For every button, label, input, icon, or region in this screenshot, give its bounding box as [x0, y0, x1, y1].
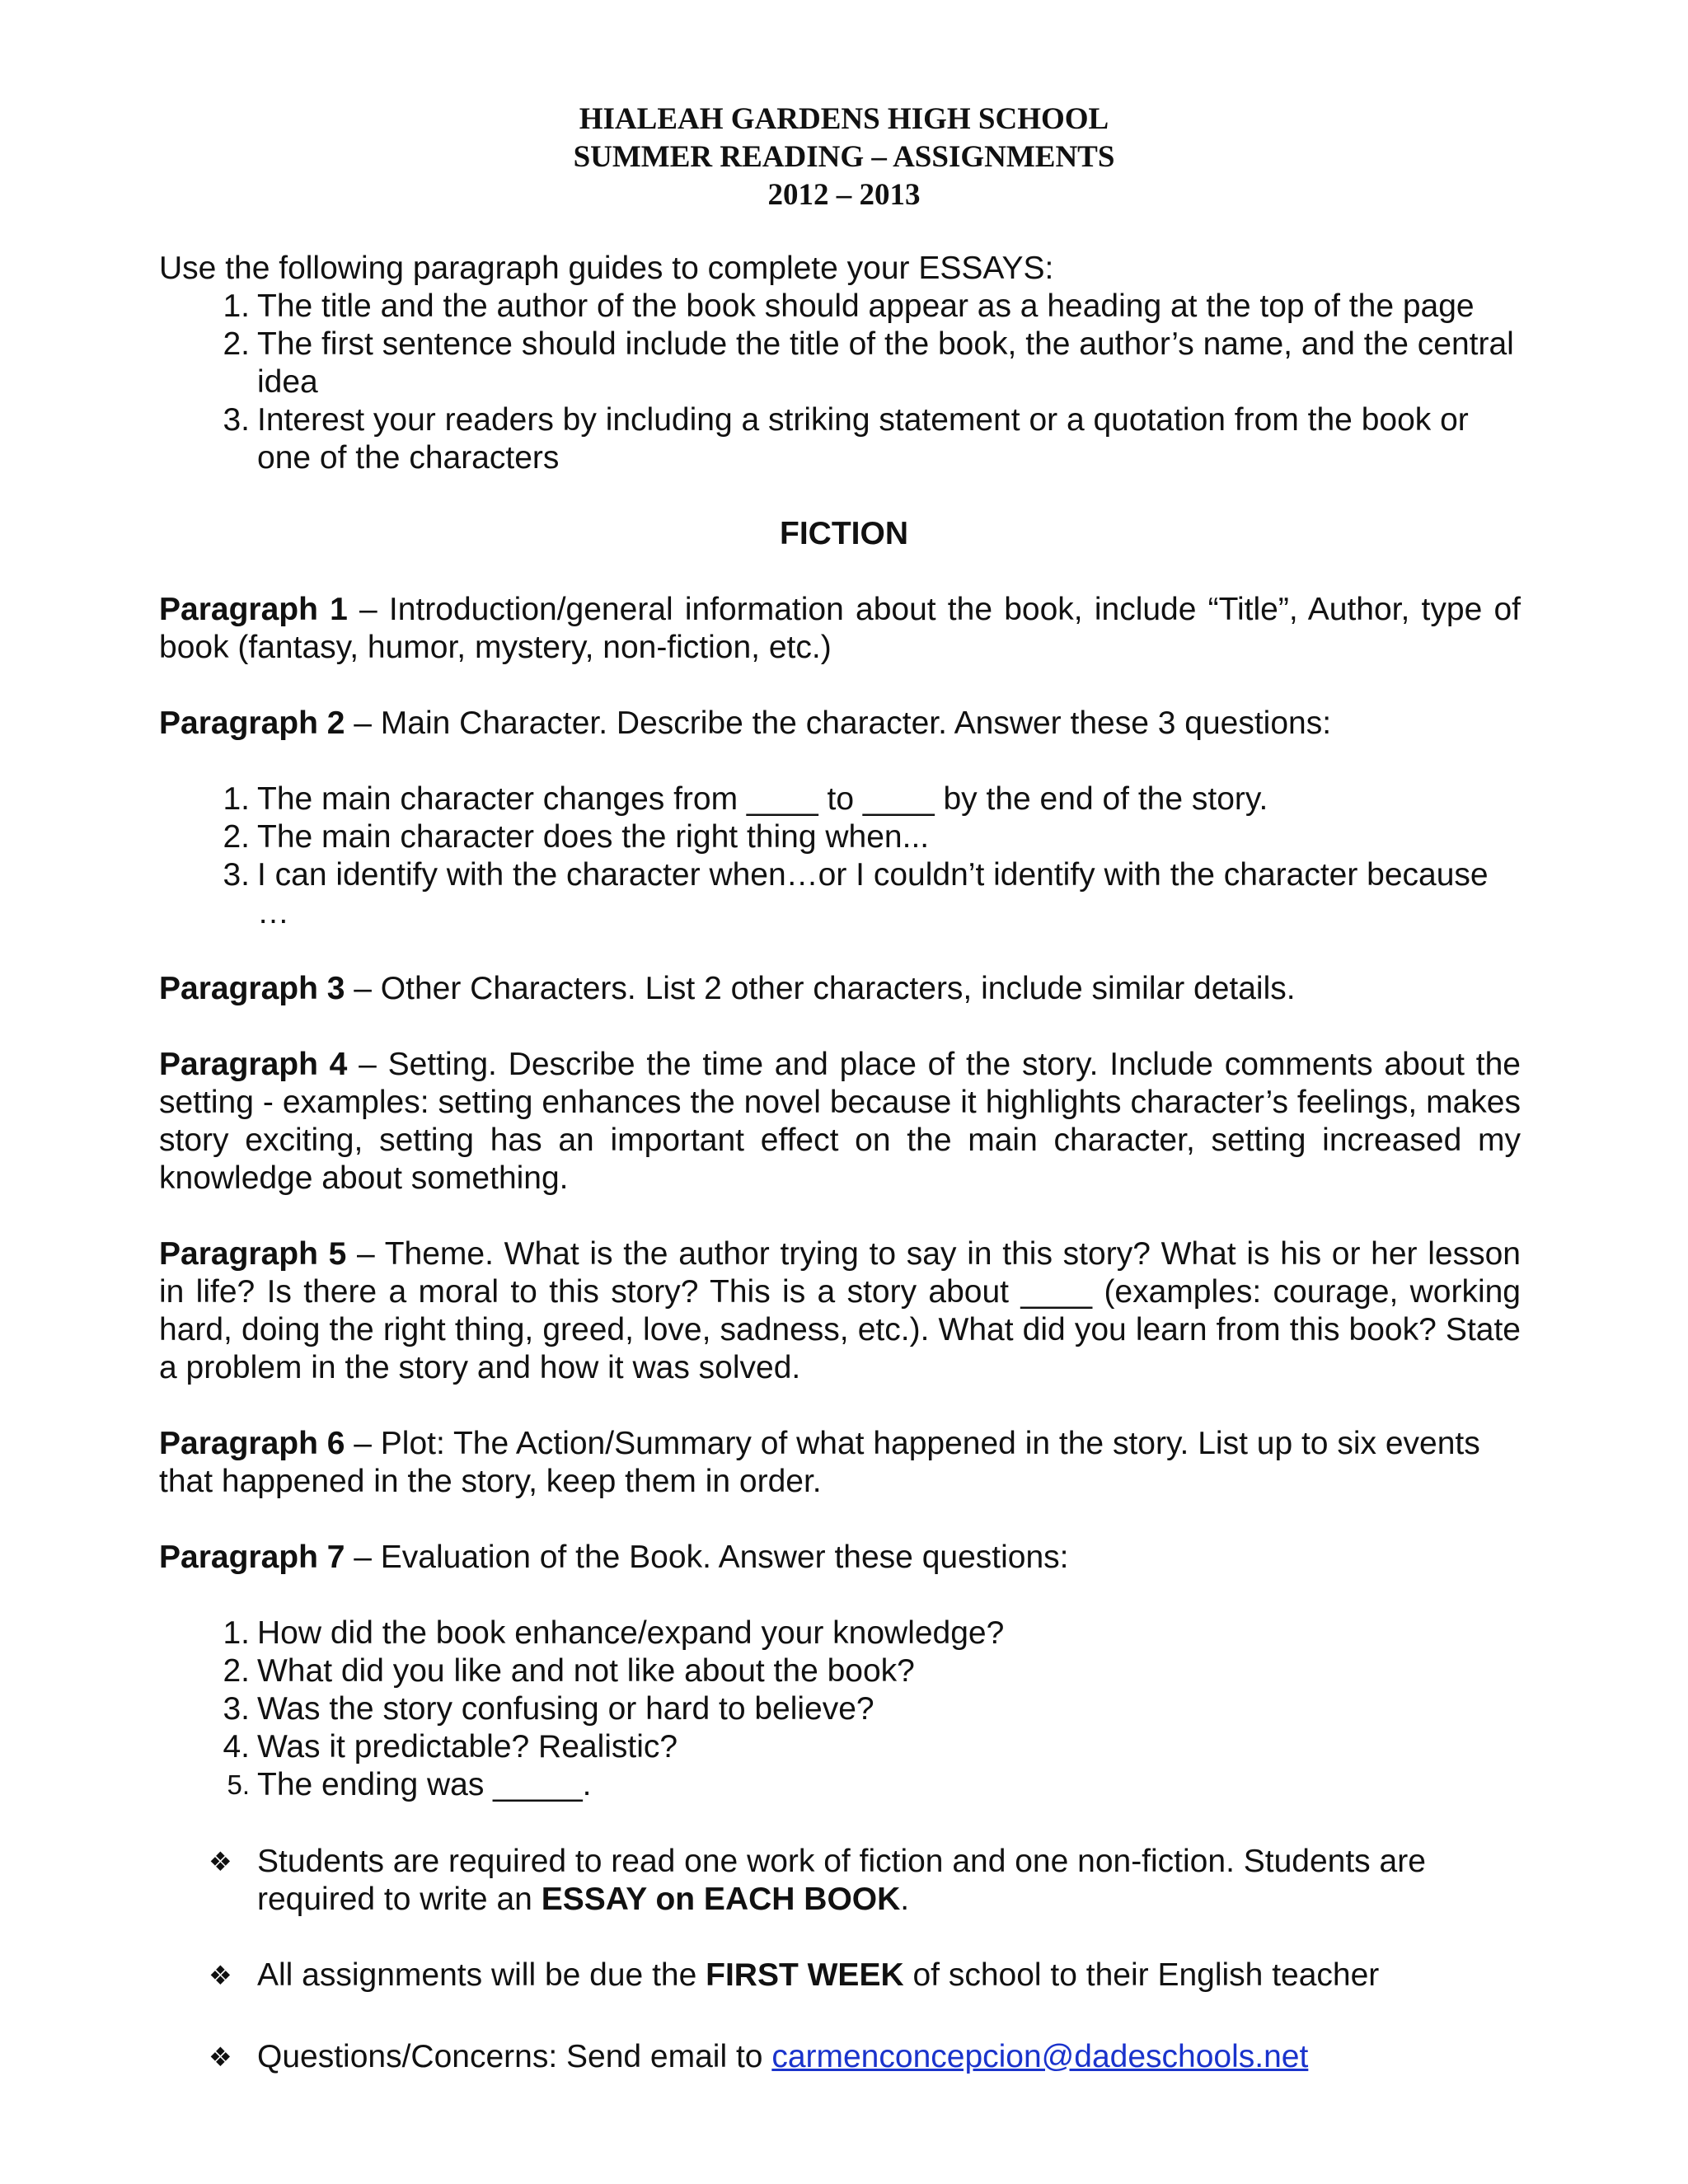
question-text: I can identify with the character when…or I couldn’t identify with the character because … [257, 857, 1489, 930]
paragraph-text: – Setting. Describe the time and place of the story. Include comments about the setting - examples: setting enhances the novel because it highlights character’s feelings, makes story exciting, setting has an important effect on the main character, setting increased my knowledge about something. [159, 1047, 1521, 1196]
list-number: 3. [223, 402, 250, 438]
paragraph-7-guide [159, 1539, 1521, 1577]
paragraph-1-guide [159, 591, 1521, 667]
list-number: 1. [223, 288, 250, 324]
diamond-bullet-icon: ❖ [209, 2042, 232, 2072]
list-number: 2. [223, 1653, 250, 1689]
paragraph-text: – Main Character. Describe the character. Answer these 3 questions: [345, 705, 1332, 741]
question-text: Was the story confusing or hard to believe? [257, 1691, 874, 1727]
diamond-bullet-icon: ❖ [209, 1961, 232, 1990]
paragraph-label: Paragraph 5 [159, 1236, 347, 1272]
paragraph-label: Paragraph 7 [159, 1540, 345, 1575]
paragraph-text: – Evaluation of the Book. Answer these questions: [345, 1540, 1069, 1575]
paragraph-5-guide [159, 1235, 1521, 1387]
question-text: Was it predictable? Realistic? [257, 1729, 678, 1765]
list-number: 1. [223, 1615, 250, 1651]
list-number: 5. [227, 1769, 250, 1800]
note-text: All assignments will be due the FIRST WEEK of school to their English teacher [257, 1957, 1380, 1993]
intro-item-text: The first sentence should include the title of the book, the author’s name, and the central idea [257, 326, 1514, 400]
list-number: 3. [223, 857, 250, 893]
question-text: The ending was _____. [257, 1767, 592, 1802]
question-text: How did the book enhance/expand your knowledge? [257, 1615, 1005, 1651]
question-text: The main character does the right thing when... [257, 819, 930, 855]
paragraph-label: Paragraph 4 [159, 1047, 348, 1082]
diamond-bullet-icon: ❖ [209, 1847, 232, 1877]
intro-item-text: Interest your readers by including a striking statement or a quotation from the book or one of the characters [257, 402, 1469, 476]
question-text: The main character changes from ____ to ____ by the end of the story. [257, 781, 1268, 817]
paragraph-2-guide [159, 705, 1521, 743]
list-number: 4. [223, 1729, 250, 1765]
section-title: FICTION [780, 516, 908, 551]
paragraph-label: Paragraph 1 [159, 592, 348, 627]
paragraph-3-guide [159, 970, 1521, 1008]
paragraph-text: – Plot: The Action/Summary of what happened in the story. List up to six events that happened in the story, keep them in order. [159, 1426, 1480, 1499]
list-number: 2. [223, 819, 250, 855]
list-number: 1. [223, 781, 250, 817]
note-text: Students are required to read one work of fiction and one non-fiction. Students are required to write an ESSAY on EACH BOOK. [257, 1844, 1426, 1917]
intro-lead: Use the following paragraph guides to complete your ESSAYS: [159, 251, 1054, 286]
note-text: Questions/Concerns: Send email to carmenconcepcion@dadeschools.net [257, 2039, 1309, 2074]
email-link[interactable]: carmenconcepcion@dadeschools.net [771, 2039, 1309, 2074]
paragraph-label: Paragraph 3 [159, 971, 345, 1006]
paragraph-text: – Other Characters. List 2 other characters, include similar details. [345, 971, 1296, 1006]
paragraph-text: – Introduction/general information about the book, include “Title”, Author, type of book (fantasy, humor, mystery, non-fiction, etc.) [159, 592, 1521, 665]
paragraph-label: Paragraph 6 [159, 1426, 345, 1461]
document-title: SUMMER READING – ASSIGNMENTS [573, 140, 1115, 174]
paragraph-label: Paragraph 2 [159, 705, 345, 741]
paragraph-text: – Theme. What is the author trying to say in this story? What is his or her lesson in life? Is there a moral to this story? This is a story about ____ (examples: courage, working hard, doing the right thing, greed, love, sadness, etc.). What did you learn from this book? State a problem in the story and how it was solved. [159, 1236, 1521, 1385]
list-number: 2. [223, 326, 250, 362]
list-number: 3. [223, 1691, 250, 1727]
question-text: What did you like and not like about the book? [257, 1653, 915, 1689]
intro-item-text: The title and the author of the book should appear as a heading at the top of the page [257, 288, 1475, 324]
paragraph-4-guide [159, 1046, 1521, 1197]
paragraph-6-guide [159, 1425, 1521, 1501]
school-name: HIALEAH GARDENS HIGH SCHOOL [579, 102, 1109, 136]
school-year: 2012 – 2013 [767, 178, 921, 212]
